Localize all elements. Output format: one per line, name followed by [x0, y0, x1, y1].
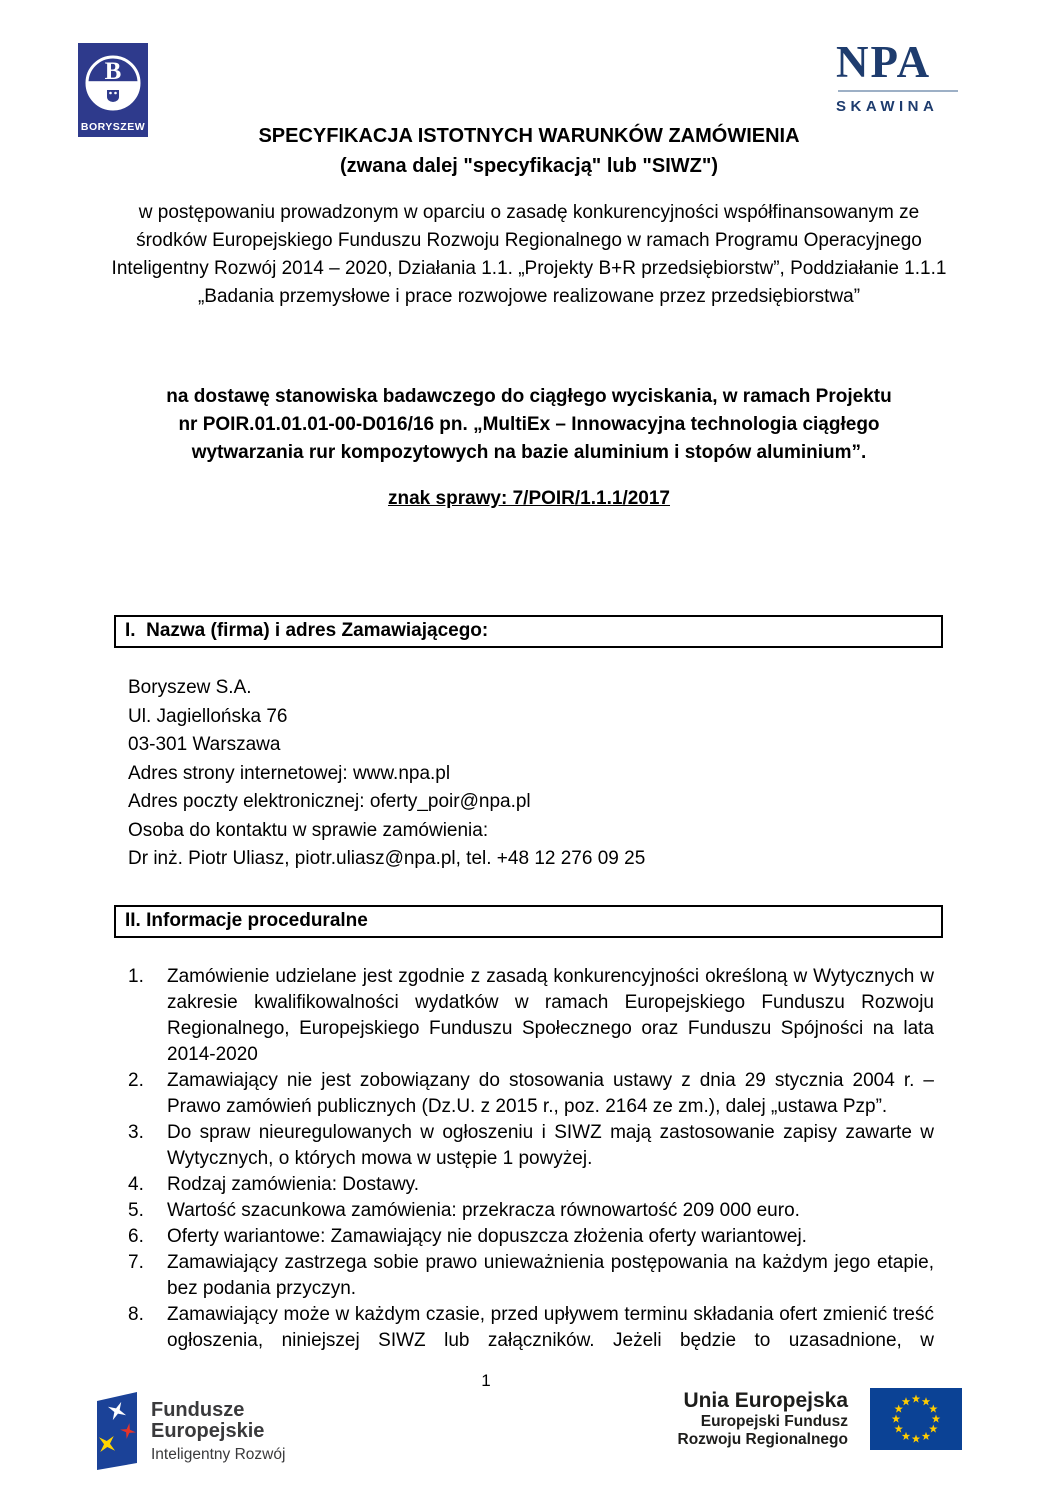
fe-text-line-2: Europejskie — [151, 1419, 265, 1442]
case-reference: znak sprawy: 7/POIR/1.1.1/2017 — [388, 488, 670, 509]
list-item — [128, 1198, 934, 1224]
section-2-heading: II. Informacje proceduralne — [125, 910, 368, 931]
address-line-city: 03-301 Warszawa — [128, 734, 281, 755]
list-item — [128, 1068, 934, 1120]
section-1-heading-box — [114, 615, 943, 648]
fe-flag-icon — [95, 1392, 137, 1472]
list-item-number: 6. — [128, 1226, 144, 1247]
npa-wordmark: NPA — [836, 37, 932, 87]
fe-text-line-3: Inteligentny Rozwój — [151, 1445, 286, 1463]
unia-europejska-logo — [678, 1388, 963, 1450]
boryszew-logo-label: BORYSZEW — [80, 121, 146, 133]
list-item — [128, 1302, 934, 1354]
eu-logo-text — [678, 1389, 849, 1449]
address-line-website: Adres strony internetowej: www.npa.pl — [128, 762, 451, 784]
address-line-contact-label: Osoba do kontaktu w sprawie zamówienia: — [128, 819, 489, 841]
boryszew-letter: B — [104, 58, 122, 85]
list-item-number: 4. — [128, 1174, 144, 1195]
eu-text-line-3: Rozwoju Regionalnego — [677, 1431, 848, 1448]
list-item-text: Wartość szacunkowa zamówienia: przekracza równowartość 209 000 euro. — [167, 1200, 800, 1221]
procedural-list — [128, 964, 934, 1354]
title-line-2: (zwana dalej "specyfikacją" lub "SIWZ") — [339, 155, 719, 177]
list-item — [128, 1120, 934, 1172]
subject-paragraph: na dostawę stanowiska badawczego do ciągłego wyciskania, w ramach Projektu nr POIR.01.01.01-00-D016/16 pn. „MultiEx – Innowacyjna technologia ciągłego wytwarzania rur kompozytowych na bazie aluminium i stopów aluminium”. — [166, 386, 892, 463]
list-item-text: Zamówienie udzielane jest zgodnie z zasadą konkurencyjności określoną w Wytycznych w zakresie kwalifikowalności wydatków w ramach Europejskiego Funduszu Rozwoju Regionalnego, Europejskiego Funduszu Społecznego oraz Funduszu Spójności na lata 2014-2020 — [167, 966, 934, 1065]
eu-text-line-1: Unia Europejska — [683, 1389, 848, 1412]
address-line-street: Ul. Jagiellońska 76 — [128, 705, 288, 727]
list-item-text: Zamawiający nie jest zobowiązany do stosowania ustawy z dnia 29 stycznia 2004 r. – Prawo zamówień publicznych (Dz.U. z 2015 r., poz. 2164 ze zm.), dalej „ustawa Pzp”. — [167, 1070, 934, 1117]
fe-text-line-1: Fundusze — [151, 1398, 245, 1421]
fundusze-europejskie-logo — [95, 1392, 285, 1472]
section-2-heading-box — [114, 905, 943, 938]
npa-divider — [838, 90, 958, 92]
fe-logo-text — [151, 1400, 285, 1465]
list-item-text: Zamawiający może w każdym czasie, przed upływem terminu składania ofert zmienić treść ogłoszenia, niniejszej SIWZ lub załączników. Jeżeli będzie to uzasadnione, w — [167, 1304, 934, 1351]
list-item-text: Do spraw nieuregulowanych w ogłoszeniu i SIWZ mają zastosowanie zapisy zawarte w Wytycznych, o których mowa w ustępie 1 powyżej. — [167, 1122, 934, 1169]
title-line-1: SPECYFIKACJA ISTOTNYCH WARUNKÓW ZAMÓWIENIA — [258, 125, 800, 147]
eu-text-line-2: Europejski Fundusz — [700, 1413, 848, 1430]
npa-subtitle: SKAWINA — [836, 98, 939, 115]
list-item-text: Oferty wariantowe: Zamawiający nie dopuszcza złożenia oferty wariantowej. — [167, 1226, 807, 1247]
address-line-email: Adres poczty elektronicznej: oferty_poir@npa.pl — [128, 791, 531, 812]
list-item-number: 3. — [128, 1122, 144, 1143]
list-item-number: 8. — [128, 1304, 144, 1325]
document-title — [0, 121, 1058, 181]
address-block — [128, 674, 645, 874]
section-1-heading: I. Nazwa (firma) i adres Zamawiającego: — [125, 620, 489, 641]
list-item-text: Rodzaj zamówienia: Dostawy. — [167, 1174, 420, 1195]
list-item — [128, 1224, 934, 1250]
list-item-text: Zamawiający zastrzega sobie prawo unieważnienia postępowania na każdym jego etapie, bez podania przyczyn. — [167, 1252, 934, 1299]
list-item-number: 1. — [128, 966, 144, 987]
address-line-contact-person: Dr inż. Piotr Uliasz, piotr.uliasz@npa.pl, tel. +48 12 276 09 25 — [128, 848, 646, 869]
address-line-company: Boryszew S.A. — [128, 677, 252, 698]
list-item — [128, 1172, 934, 1198]
intro-paragraph: w postępowaniu prowadzonym w oparciu o zasadę konkurencyjności współfinansowanym ze środków Europejskiego Funduszu Rozwoju Regionalnego w ramach Programu Operacyjnego Inteligentny Rozwój 2014 – 2020, Działania 1.1. „Projekty B+R przedsiębiorstw”, Poddziałanie 1.1.1 „Badania przemysłowe i prace rozwojowe realizowane przez przedsiębiorstwa” — [111, 202, 947, 307]
eu-flag-icon — [870, 1388, 962, 1450]
npa-logo — [836, 37, 960, 115]
list-item-number: 2. — [128, 1070, 144, 1091]
list-item-number: 7. — [128, 1252, 144, 1273]
page-number: 1 — [481, 1371, 491, 1390]
list-item — [128, 1250, 934, 1302]
list-item — [128, 964, 934, 1068]
list-item-number: 5. — [128, 1200, 144, 1221]
